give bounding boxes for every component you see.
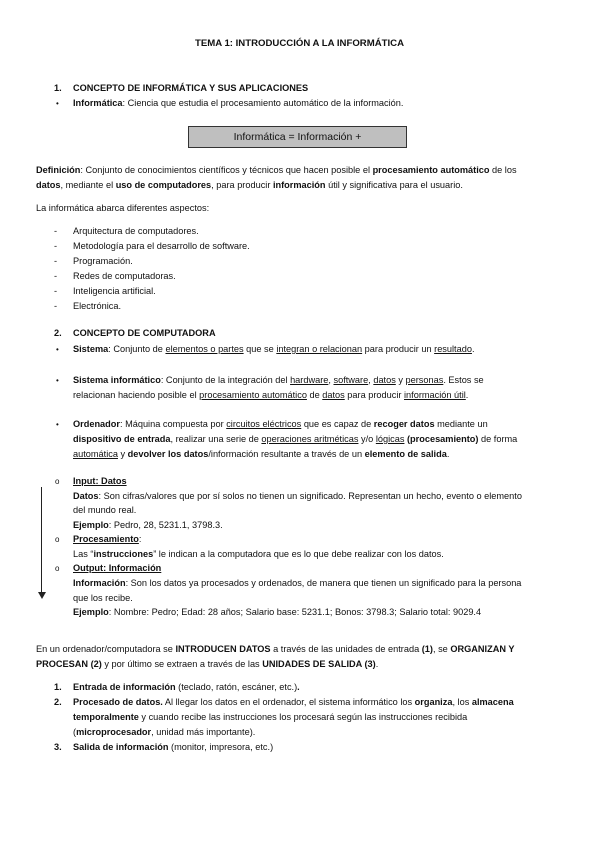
datos-line-2: del mundo real.	[73, 505, 137, 515]
ordenador-line-3: automática y devolver los datos/información resultante a través de un elemento de salida.	[73, 449, 450, 459]
step-entrada: Entrada de información (teclado, ratón, escáner, etc.).	[73, 682, 300, 692]
dash-marker: -	[54, 241, 58, 251]
ordenador-line-2: dispositivo de entrada, realizar una serie de operaciones aritméticas y/o lógicas (procesamiento) de forma	[73, 434, 518, 444]
datos-line-1: Datos: Son cifras/valores que por sí solos no tienen un significado. Representan un hecho, evento o elemento	[73, 491, 522, 501]
step-number: 3.	[54, 742, 62, 752]
step-procesado-line-1: Procesado de datos. Al llegar los datos en el ordenador, el sistema informático los organiza, los almacena	[73, 697, 514, 707]
step-salida: Salida de información (monitor, impresora, etc.)	[73, 742, 274, 752]
input-title: Input: Datos	[73, 476, 127, 486]
definition-line-2: datos, mediante el uso de computadores, para producir información útil y significativa para el usuario.	[36, 180, 463, 190]
step-number: 1.	[54, 682, 62, 692]
aspect-item: Redes de computadoras.	[73, 271, 176, 281]
aspect-item: Arquitectura de computadores.	[73, 226, 199, 236]
dash-marker: -	[54, 226, 58, 236]
informacion-line-1: Información: Son los datos ya procesados y ordenados, de manera que tienen un significado para la persona	[73, 578, 522, 588]
aspect-item: Electrónica.	[73, 301, 122, 311]
example-1: Ejemplo: Pedro, 28, 5231.1, 3798.3.	[73, 520, 223, 530]
processing-title: Procesamiento:	[73, 534, 142, 544]
circle-bullet: o	[55, 477, 60, 486]
sistema-informatico-line-1: Sistema informático: Conjunto de la integración del hardware, software, datos y personas. Estos se	[73, 375, 484, 385]
section-heading: CONCEPTO DE COMPUTADORA	[73, 328, 216, 338]
dash-marker: -	[54, 271, 58, 281]
bullet-icon: •	[56, 99, 59, 108]
aspects-intro: La informática abarca diferentes aspectos:	[36, 203, 210, 213]
step-number: 2.	[54, 697, 62, 707]
ordenador-line-1: Ordenador: Máquina compuesta por circuitos eléctricos que es capaz de recoger datos mediante un	[73, 419, 488, 429]
dash-marker: -	[54, 301, 58, 311]
bullet-icon: •	[56, 420, 59, 429]
summary-line-1: En un ordenador/computadora se INTRODUCEN DATOS a través de las unidades de entrada (1), se ORGANIZAN Y	[36, 644, 515, 654]
arrow-down-icon	[38, 592, 46, 599]
aspect-item: Metodología para el desarrollo de software.	[73, 241, 250, 251]
flow-arrow-line	[41, 487, 42, 595]
circle-bullet: o	[55, 564, 60, 573]
equation-box: Informática = Información +	[188, 126, 407, 148]
circle-bullet: o	[55, 535, 60, 544]
dash-marker: -	[54, 286, 58, 296]
definition-line-1: Definición: Conjunto de conocimientos científicos y técnicos que hacen posible el procesamiento automático de los	[36, 165, 517, 175]
dash-marker: -	[54, 256, 58, 266]
step-procesado-line-2: temporalmente y cuando recibe las instrucciones los procesará según las instrucciones recibida	[73, 712, 468, 722]
bullet-icon: •	[56, 376, 59, 385]
processing-text: Las “instrucciones” le indican a la computadora que es lo que debe realizar con los datos.	[73, 549, 444, 559]
section-number: 1.	[54, 83, 62, 93]
step-procesado-line-3: (microprocesador, unidad más importante).	[73, 727, 256, 737]
section-heading: CONCEPTO DE INFORMÁTICA Y SUS APLICACIONES	[73, 83, 309, 93]
bullet-icon: •	[56, 345, 59, 354]
aspect-item: Programación.	[73, 256, 133, 266]
document-title: TEMA 1: INTRODUCCIÓN A LA INFORMÁTICA	[194, 38, 405, 49]
aspect-item: Inteligencia artificial.	[73, 286, 156, 296]
section-number: 2.	[54, 328, 62, 338]
example-2: Ejemplo: Nombre: Pedro; Edad: 28 años; Salario base: 5231.1; Bonos: 3798.3; Salario total: 9029.4	[73, 607, 482, 617]
informacion-line-2: que los recibe.	[73, 593, 133, 603]
informatica-definition: Informática: Ciencia que estudia el procesamiento automático de la información.	[73, 98, 404, 108]
sistema-definition: Sistema: Conjunto de elementos o partes que se integran o relacionan para producir un resultado.	[73, 344, 475, 354]
summary-line-2: PROCESAN (2) y por último se extraen a través de las UNIDADES DE SALIDA (3).	[36, 659, 379, 669]
output-title: Output: Información	[73, 563, 162, 573]
sistema-informatico-line-2: relacionan haciendo posible el procesamiento automático de datos para producir información útil.	[73, 390, 469, 400]
